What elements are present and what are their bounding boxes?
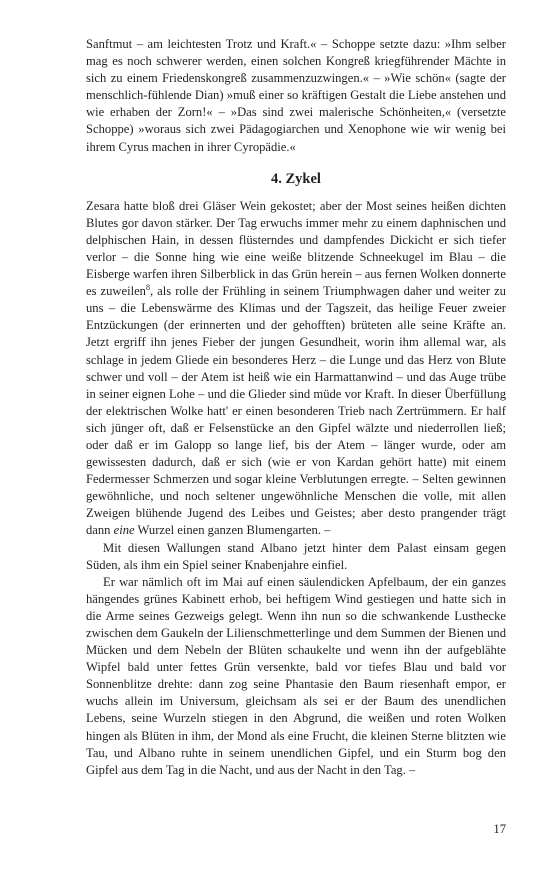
- chapter-heading: 4. Zykel: [271, 170, 321, 187]
- paragraph-continuation: Sanftmut – am leichtesten Trotz und Kraft.« – Schoppe setzte dazu: »Ihm selber mag es noch schwerer werden, einen solchen Kongreß kriegführender Mächte in sich zu einem Friedenskongreß zusammenzuzwingen.« – »Wie schön« (sagte der menschlich-fühlende Dian) »muß einer so kräftigen Gestalt die Liebe anstehen und wie erhaben der Zorn!« – »Das sind zwei malerische Schönheiten,« (versetzte Schoppe) »woraus sich zwei Pädagogiarchen und Xenophone wie wir wenig bei ihrem Cyrus machen in ihrer Cyropädie.«: [86, 37, 506, 154]
- paragraph-zesara-text-3: Wurzel einen ganzen Blumengarten. –: [134, 523, 331, 538]
- paragraph-albano-palace: Mit diesen Wallungen stand Albano jetzt hinter dem Palast einsam gegen Süden, als ihm ein Spiel seiner Knabenjahre einfiel.: [86, 540, 506, 572]
- emphasized-word: eine: [113, 523, 135, 538]
- paragraph-zesara-text-1: Zesara hatte bloß drei Gläser Wein gekostet; aber der Most seines heißen dichten Blutes gor davon stärker. Der Tag erwuchs immer mehr zu einem daphnischen und delphischen Hain, in dessen flüsterndes und dampfendes Dickicht er sich tiefer verlor – die Sonne hing wie eine weiße blitzende Schneekugel im Blau – die Eisberge warfen ihren Silberblick in das Grün herein – aus fernen Wolken donnerte es zuweilen: [86, 198, 506, 299]
- book-page-body: [86, 36, 506, 779]
- footnote-mark: 8: [145, 282, 150, 292]
- paragraph-zesara: [86, 198, 506, 540]
- paragraph-apple-tree: Er war nämlich oft im Mai auf einen säulendicken Apfelbaum, der ein ganzes hängendes grünes Kabinett erhob, bei heftigem Wind gestiegen und hatte sich in die Arme seines Gezweigs gelegt. Wenn ihn nun so die schwankende Lusthecke zwischen dem Gaukeln der Lilienschmetterlinge und dem Summen der Bienen und Mücken und dem Nebeln der Blüten schaukelte und wenn ihn der aufgeblähte Wipfel bald unter fettes Grün versenkte, bald vor tiefes Blau und bald vor Sonnenblitze drehte: dann zog seine Phantasie den Baum riesenhaft empor, er wuchs allein im Universum, gleichsam als sei er der Baum des unendlichen Lebens, seine Wurzeln stiegen in den Abgrund, die weißen und roten Wolken hingen als Blüten in ihm, der Mond als eine Frucht, die kleinen Sterne blitzten wie Tau, und Albano ruhte in seinem unendlichen Gipfel, und ein Sturm bog den Gipfel aus dem Tag in die Nacht, und aus der Nacht in den Tag. –: [86, 574, 506, 777]
- page-number: 17: [493, 822, 506, 836]
- paragraph-zesara-text-2: , als rolle der Frühling in seinem Triumphwagen daher und weiter zu uns – die Lebenswärme des Klimas und der Tagszeit, das heilige Feuer zweier Entzückungen (der erinnerten und der gehofften) brüteten alle seine Kräfte an. Jetzt ergriff ihn jenes Fieber der jungen Gesundheit, worin ihm allemal war, als schlage in jedem Gliede ein besonderes Herz – die Lunge und das Herz von Blute schwer und voll – der Atem ist heiß wie ein Harmattanwind – und das Auge trübe in seiner eignen Lohe – und die Glieder sind müde vor Kraft. In dieser Überfüllung der elektrischen Wolke hatt' er einen besonderen Trieb nach Zertrümmern. Er half sich jünger oft, daß er Felsenstücke an den Gipfel wälzte und niederrollen ließ; oder daß er im Galopp so lange lief, bis der Atem – länger wurde, oder am gewissesten dadurch, daß er sich (wie er von Kardan gehört hatte) mit einem Federmesser Schmerzen und sogar kleine Verblutungen erregte. – Selten gewinnen gewöhnliche, und noch seltener ungewöhnliche Menschen die volle, mit allen Zweigen blühende Jugend des Leibes und Geistes; aber desto prangender trägt dann: [86, 284, 506, 538]
